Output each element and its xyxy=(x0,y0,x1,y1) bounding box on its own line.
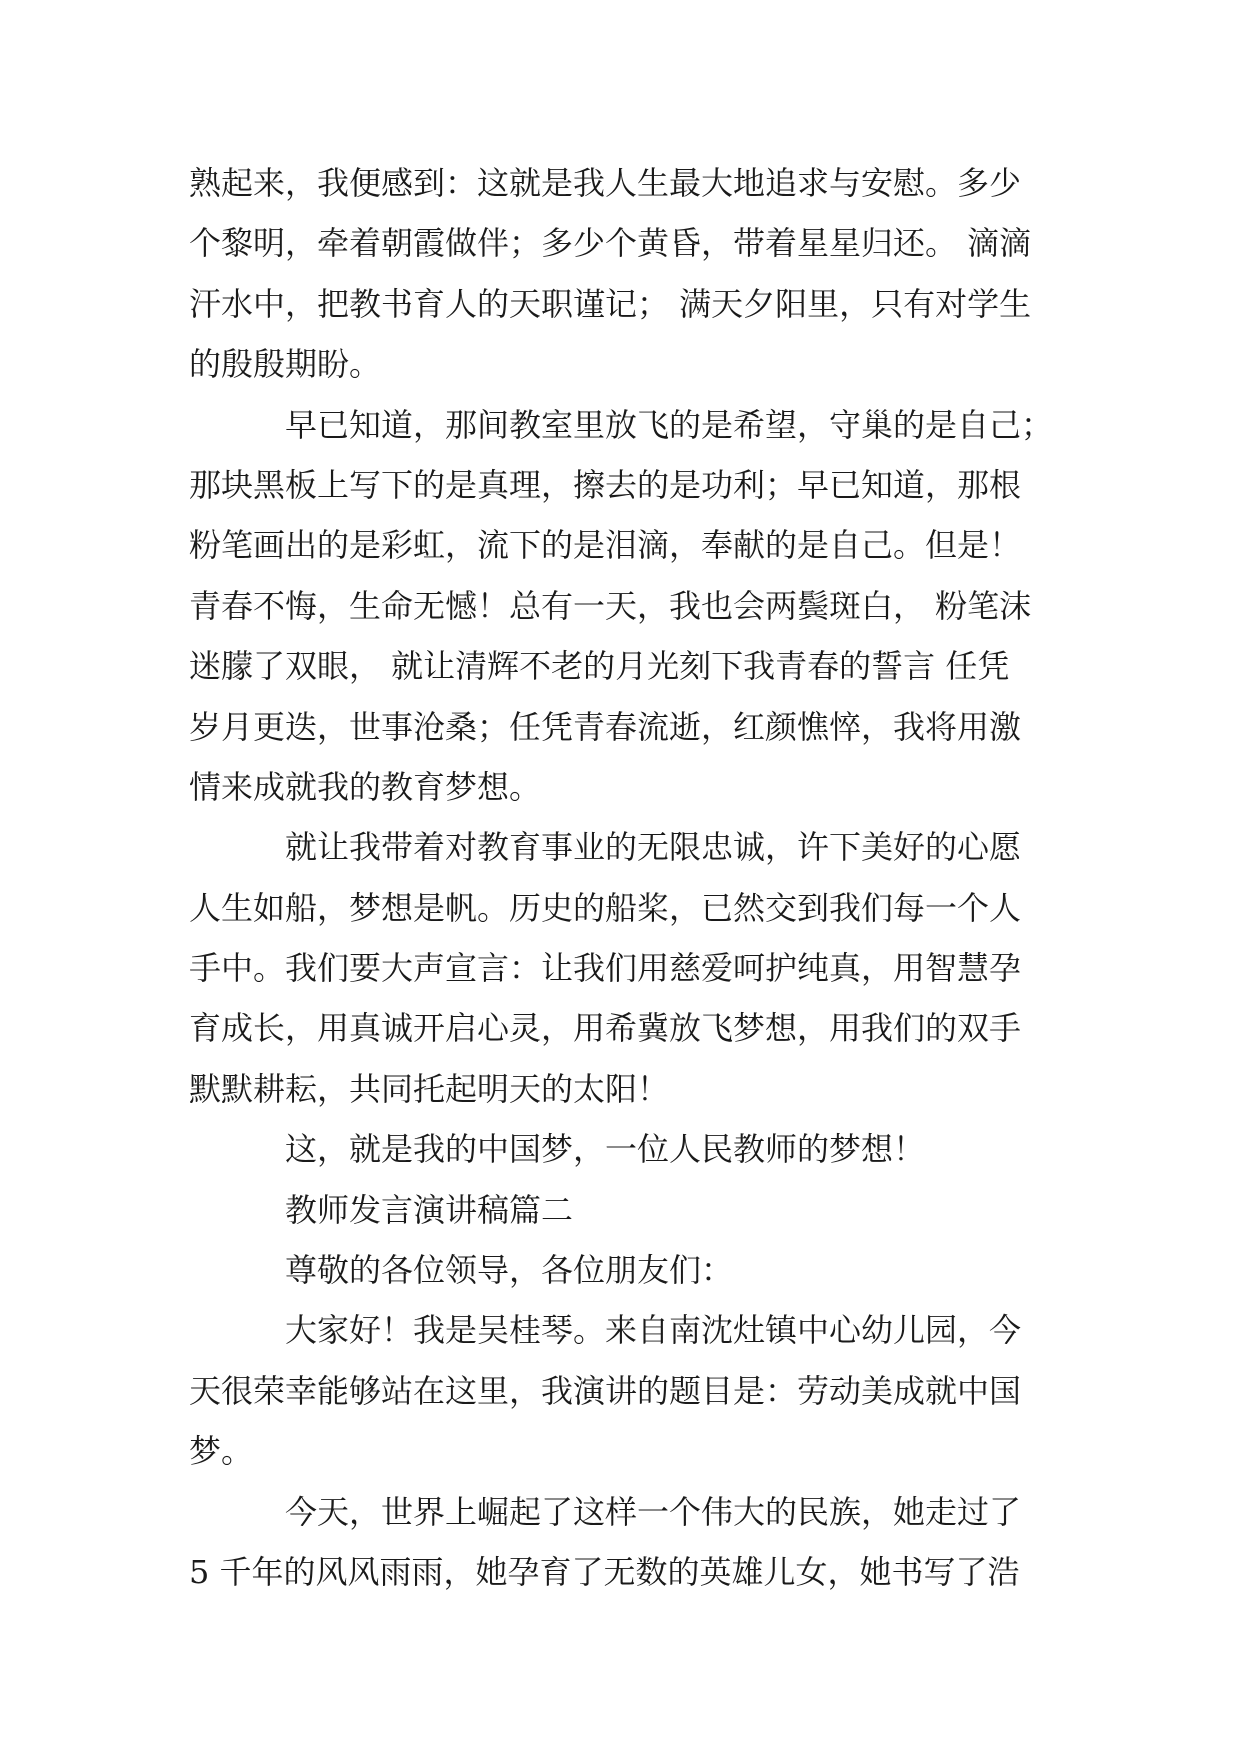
text-line: 熟起来，我便感到：这就是我人生最大地追求与安慰。多少 xyxy=(189,164,1022,202)
text-line: 就让我带着对教育事业的无限忠诚，许下美好的心愿 xyxy=(285,828,1022,867)
text-line: 个黎明，牵着朝霞做伴；多少个黄昏，带着星星归还。 滴滴 xyxy=(189,224,1032,263)
text-line: 手中。我们要大声宣言：让我们用慈爱呵护纯真，用智慧孕 xyxy=(189,949,1022,988)
text-line: 这，就是我的中国梦，一位人民教师的梦想！ xyxy=(285,1130,926,1169)
text-line: 梦。 xyxy=(189,1432,254,1471)
text-line: 育成长，用真诚开启心灵，用希冀放飞梦想，用我们的双手 xyxy=(189,1009,1022,1048)
text-line: 尊敬的各位领导，各位朋友们： xyxy=(285,1251,734,1290)
text-line: 大家好！我是吴桂琴。来自南沈灶镇中心幼儿园，今 xyxy=(285,1311,1022,1350)
text-line: 青春不悔，生命无憾！总有一天，我也会两鬓斑白， 粉笔沫 xyxy=(189,586,1032,625)
text-line: 情来成就我的教育梦想。 xyxy=(189,767,542,806)
text-line: 汗水中，把教书育人的天职谨记； 满天夕阳里，只有对学生 xyxy=(189,284,1032,323)
text-line: 早已知道，那间教室里放飞的是希望，守巢的是自己； xyxy=(285,405,1054,444)
text-line: 教师发言演讲稿篇二 xyxy=(285,1190,574,1229)
text-line: 默默耕耘，共同托起明天的太阳！ xyxy=(189,1069,670,1108)
text-line: 那块黑板上写下的是真理，擦去的是功利；早已知道，那根 xyxy=(189,465,1022,504)
text-line: 5 千年的风风雨雨，她孕育了无数的英雄儿女，她书写了浩 xyxy=(189,1552,1020,1591)
text-line: 今天，世界上崛起了这样一个伟大的民族，她走过了 xyxy=(285,1492,1022,1531)
text-line: 迷朦了双眼， 就让清辉不老的月光刻下我青春的誓言 任凭 xyxy=(189,647,1010,686)
text-line: 的殷殷期盼。 xyxy=(189,345,382,384)
text-line: 人生如船，梦想是帆。历史的船桨，已然交到我们每一个人 xyxy=(189,888,1022,927)
text-line: 天很荣幸能够站在这里，我演讲的题目是：劳动美成就中国 xyxy=(189,1371,1022,1410)
body-text xyxy=(189,153,1053,1602)
text-line: 粉笔画出的是彩虹，流下的是泪滴，奉献的是自己。但是！ xyxy=(189,526,1022,565)
text-line: 岁月更迭，世事沧桑；任凭青春流逝，红颜憔悴，我将用激 xyxy=(189,707,1022,746)
